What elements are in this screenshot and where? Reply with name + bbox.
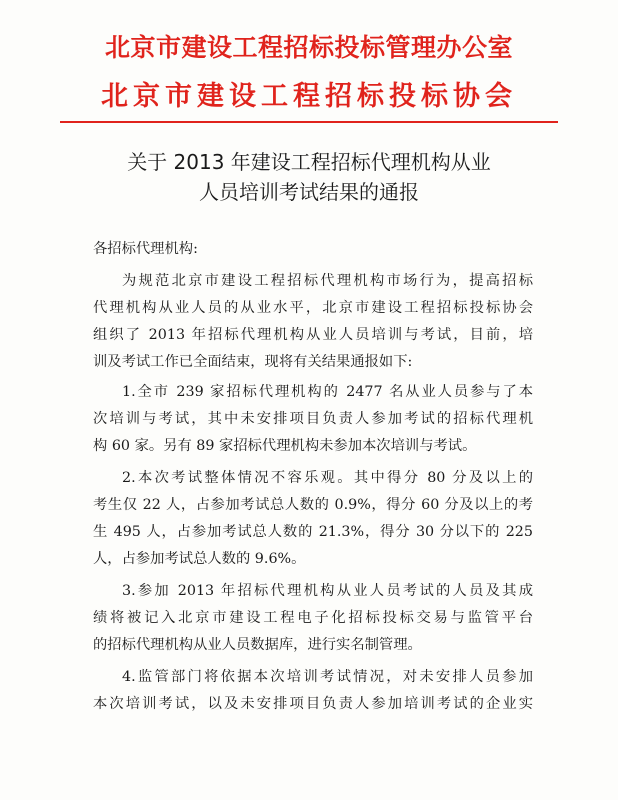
- paragraph-item-4-line: 4.监管部门将依据本次培训考试情况，对未安排人员参加: [122, 669, 533, 685]
- issuer-association-name: 北京市建设工程招标投标协会: [101, 81, 517, 112]
- paragraph-item-3-line: 绩将被记入北京市建设工程电子化招标投标交易与监管平台: [93, 610, 533, 626]
- paragraph-item-4-line: 本次培训考试，以及未安排项目负责人参加培训考试的企业实: [93, 696, 533, 712]
- paragraph-item-1-line: 次培训与考试，其中未安排项目负责人参加考试的招标代理机: [93, 411, 533, 427]
- paragraph-item-3-line: 的招标代理机构从业人员数据库，进行实名制管理。: [93, 637, 422, 653]
- paragraph-item-1-line: 1.全市 239 家招标代理机构的 2477 名从业人员参与了本: [122, 384, 533, 400]
- paragraph-intro-line: 为规范北京市建设工程招标代理机构市场行为，提高招标: [122, 273, 533, 289]
- paragraph-intro-line: 训及考试工作已全面结束，现将有关结果通报如下:: [93, 354, 413, 370]
- paragraph-item-2-line: 生 495 人，占参加考试总人数的 21.3%，得分 30 分以下的 225: [93, 524, 533, 540]
- document-title-line-2: 人员培训考试结果的通报: [199, 180, 419, 204]
- paragraph-intro-line: 代理机构从业人员的从业水平，北京市建设工程招标投标协会: [93, 300, 533, 316]
- salutation: 各招标代理机构:: [93, 241, 198, 257]
- paragraph-item-3-line: 3.参加 2013 年招标代理机构从业人员考试的人员及其成: [122, 583, 533, 599]
- paragraph-item-2-line: 2.本次考试整体情况不容乐观。其中得分 80 分及以上的: [122, 470, 533, 486]
- paragraph-item-2-line: 人，占参加考试总人数的 9.6%。: [93, 551, 306, 567]
- paragraph-item-2-line: 考生仅 22 人，占参加考试总人数的 0.9%，得分 60 分及以上的考: [93, 497, 533, 513]
- document-title-line-1: 关于 2013 年建设工程招标代理机构从业: [127, 150, 491, 174]
- paragraph-intro-line: 组织了 2013 年招标代理机构从业人员培训与考试，目前，培: [93, 327, 533, 343]
- paragraph-item-1-line: 构 60 家。另有 89 家招标代理机构未参加本次培训与考试。: [93, 438, 477, 454]
- issuer-office-name: 北京市建设工程招标投标管理办公室: [104, 33, 513, 62]
- red-header-rule: [60, 121, 558, 123]
